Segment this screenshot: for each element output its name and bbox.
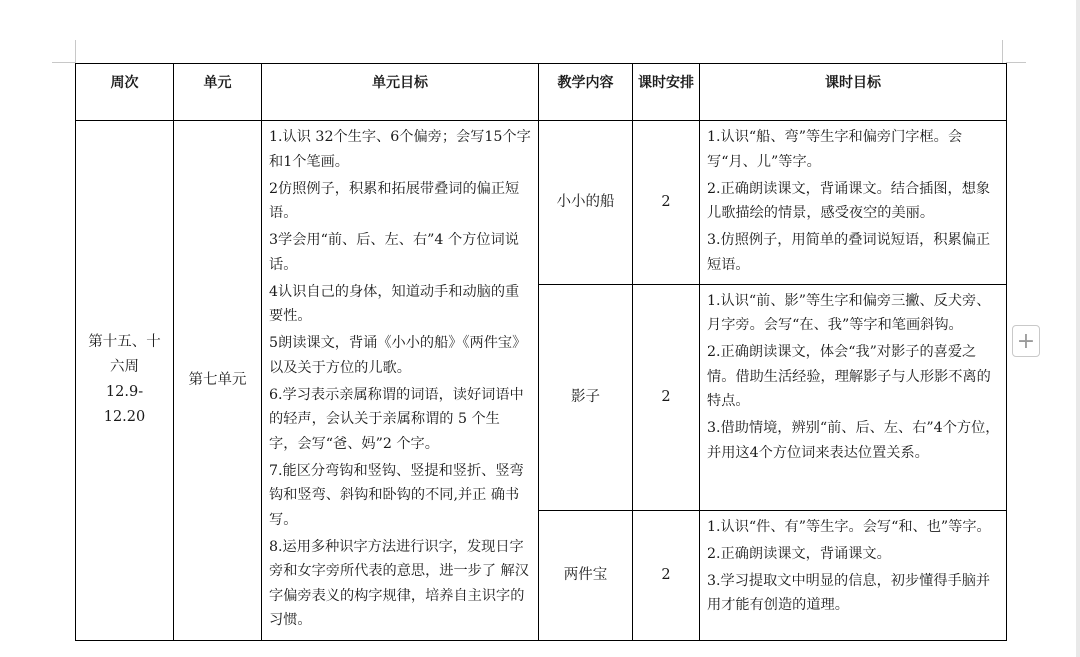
margin-corner-mark [1002,40,1003,63]
unit-goal-item: 1.认识 32个生字、6个偏旁；会写15个字和1个笔画。 [269,129,531,170]
lesson-content: 影子 [539,284,633,510]
week-cell [76,121,174,641]
lesson-hours: 2 [633,510,700,640]
lesson-goals-cell [700,284,1007,510]
lesson-goal-item: 1.认识“船、弯”等生字和偏旁门字框。会写“月、儿”等字。 [707,129,963,170]
unit-goal-item: 4认识自己的身体，知道动手和动脑的重要性。 [269,283,520,324]
window-edge [1076,0,1080,657]
add-row-button[interactable] [1012,325,1040,357]
week-label: 第十五、十六周 [88,334,161,376]
table-header-row [76,64,1007,121]
lesson-goal-item: 3.借助情境，辨别“前、后、左、右”4个方位，并用这4个方位词来表达位置关系。 [707,420,1000,461]
unit-goal-item: 2仿照例子，积累和拓展带叠词的偏正短语。 [269,180,520,221]
lesson-goals-cell [700,121,1007,285]
plus-icon: + [1016,328,1036,354]
teaching-plan-table [75,63,1007,641]
lesson-content: 两件宝 [539,510,633,640]
unit-goal-item: 8.运用多种识字方法进行识字，发现日字旁和女字旁所代表的意思，进一步了 解汉字偏旁表义的构字规律，培养自主识字的习惯。 [269,538,529,628]
lesson-goals-cell [700,510,1007,640]
margin-corner-mark [75,40,76,63]
lesson-goal-item: 3.仿照例子，用简单的叠词说短语，积累偏正短语。 [707,232,991,273]
lesson-content: 小小的船 [539,121,633,285]
lesson-goal-item: 2.正确朗读课文，体会“我”对影子的喜爱之情。借助生活经验，理解影子与人形影不离的特点。 [707,344,991,409]
unit-goal-item: 7.能区分弯钩和竖钩、竖提和竖折、竖弯钩和竖弯、斜钩和卧钩的不同,并正 确书写。 [269,462,524,528]
header-hours: 课时安排 [633,64,700,121]
header-week: 周次 [76,64,174,121]
unit-goal-item: 6.学习表示亲属称谓的词语，读好词语中的轻声，会认关于亲属称谓的 5 个生 字，会写“爸、妈”2 个字。 [269,386,524,452]
header-content: 教学内容 [539,64,633,121]
unit-cell: 第七单元 [174,121,262,641]
header-unit: 单元 [174,64,262,121]
lesson-goal-item: 1.认识“前、影”等生字和偏旁三撇、反犬旁、月字旁。会写“在、我”等字和笔画斜钩。 [707,292,991,333]
lesson-hours: 2 [633,284,700,510]
unit-goal-item: 5朗读课文，背诵《小小的船》《两件宝》 以及关于方位的儿歌。 [269,335,527,376]
lesson-goal-item: 1.认识“件、有”等生字。会写“和、也”等字。 [707,518,991,535]
unit-goal-item: 3学会用“前、后、左、右”4 个方位词说话。 [269,232,519,273]
margin-corner-mark [1006,62,1026,63]
lesson-hours: 2 [633,121,700,285]
lesson-goal-item: 2.正确朗读课文，背诵课文。 [707,545,891,562]
unit-goals-cell [262,121,539,641]
header-unit-goals: 单元目标 [262,64,539,121]
table-row [76,121,1007,285]
lesson-goal-item: 2.正确朗读课文，背诵课文。结合插图，想象儿歌描绘的情景，感受夜空的美丽。 [707,180,991,221]
header-lesson-goals: 课时目标 [700,64,1007,121]
margin-corner-mark [52,62,75,63]
lesson-goal-item: 3.学习提取文中明显的信息，初步懂得手脑并用才能有创造的道理。 [707,572,991,613]
week-dates: 12.9-12.20 [103,384,146,426]
